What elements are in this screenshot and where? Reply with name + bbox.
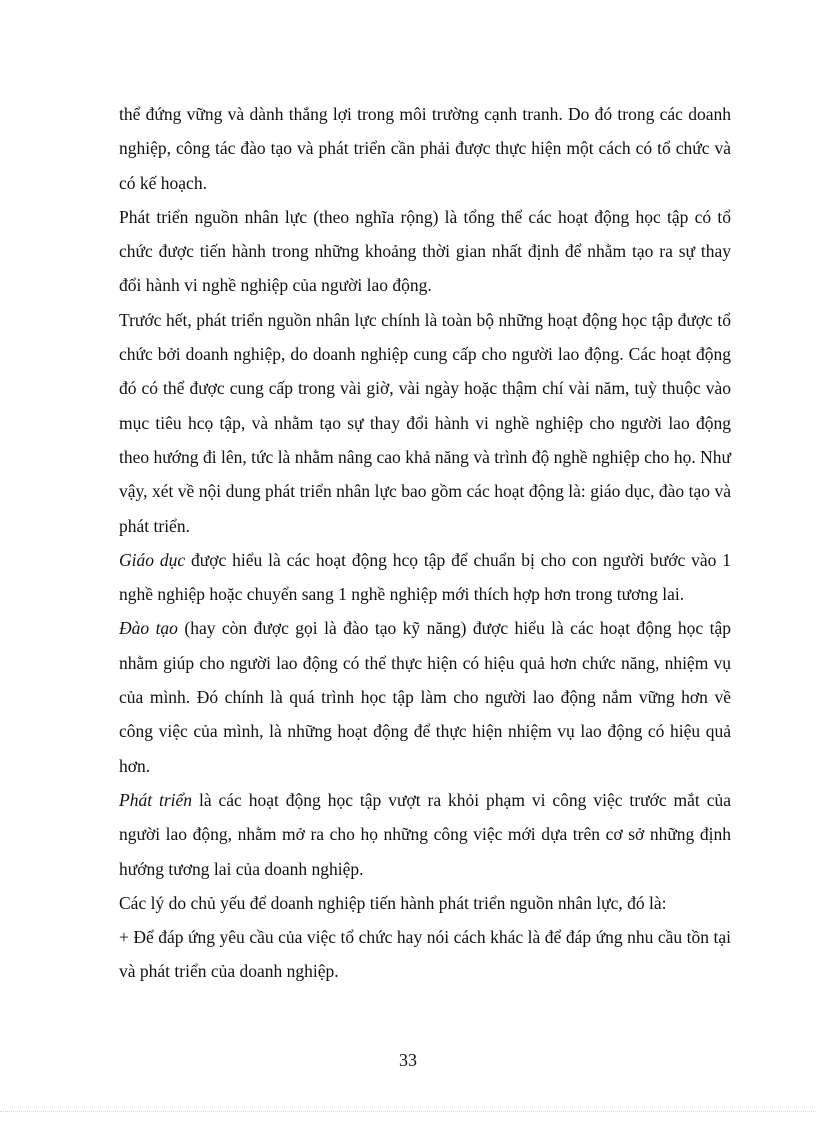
term-development: Phát triển [119, 789, 193, 810]
paragraph-development [119, 783, 731, 886]
paragraph-1: thể đứng vững và dành thắng lợi trong môi trường cạnh tranh. Do đó trong các doanh nghiệp, công tác đào tạo và phát triển cần phải được thực hiện một cách có tổ chức và có kế hoạch. [119, 104, 731, 193]
page-body [119, 97, 731, 989]
bottom-divider [0, 1111, 816, 1112]
term-education: Giáo dục [119, 549, 186, 570]
term-training: Đào tạo [119, 618, 178, 639]
paragraph-2: Phát triển nguồn nhân lực (theo nghĩa rộng) là tổng thể các hoạt động học tập có tổ chức được tiến hành trong những khoảng thời gian nhất định để nhằm tạo ra sự thay đổi hành vi nghề nghiệp của người lao động. [119, 206, 731, 296]
paragraph-reasons: Các lý do chủ yếu để doanh nghiệp tiến hành phát triển nguồn nhân lực, đó là: [119, 892, 667, 913]
paragraph-training [119, 611, 731, 782]
paragraph-education [119, 543, 731, 612]
definition-education: được hiểu là các hoạt động hcọ tập để chuẩn bị cho con người bước vào 1 nghề nghiệp hoặc chuyển sang 1 nghề nghiệp mới thích hợp hơn trong tương lai. [119, 549, 731, 605]
paragraph-3: Trước hết, phát triển nguồn nhân lực chính là toàn bộ những hoạt động học tập được tổ chức bởi doanh nghiệp, do doanh nghiệp cung cấp cho người lao động. Các hoạt động đó có thể được cung cấp trong vài giờ, vài ngày hoặc thậm chí vài năm, tuỳ thuộc vào mục tiêu hcọ tập, và nhằm tạo sự thay đổi hành vi nghề nghiệp cho người lao động theo hướng đi lên, tức là nhằm nâng cao khả năng và trình độ nghề nghiệp cho họ. Như vậy, xét về nội dung phát triển nhân lực bao gồm các hoạt động là: giáo dục, đào tạo và phát triển. [119, 309, 731, 536]
definition-training: (hay còn được gọi là đào tạo kỹ năng) được hiểu là các hoạt động học tập nhằm giúp cho người lao động có thể thực hiện có hiệu quả hơn chức năng, nhiệm vụ của mình. Đó chính là quá trình học tập làm cho người lao động nắm vững hơn về công việc của mình, là những hoạt động để thực hiện nhiệm vụ lao động có hiệu quả hơn. [119, 618, 731, 776]
definition-development: là các hoạt động học tập vượt ra khỏi phạm vi công việc trước mắt của người lao động, nhằm mở ra cho họ những công việc mới dựa trên cơ sở những định hướng tương lai của doanh nghiệp. [119, 789, 731, 879]
paragraph-reason-1: + Để đáp ứng yêu cầu của việc tổ chức hay nói cách khác là để đáp ứng nhu cầu tồn tại và phát triển của doanh nghiệp. [119, 927, 731, 982]
page-number: 33 [399, 1050, 417, 1070]
